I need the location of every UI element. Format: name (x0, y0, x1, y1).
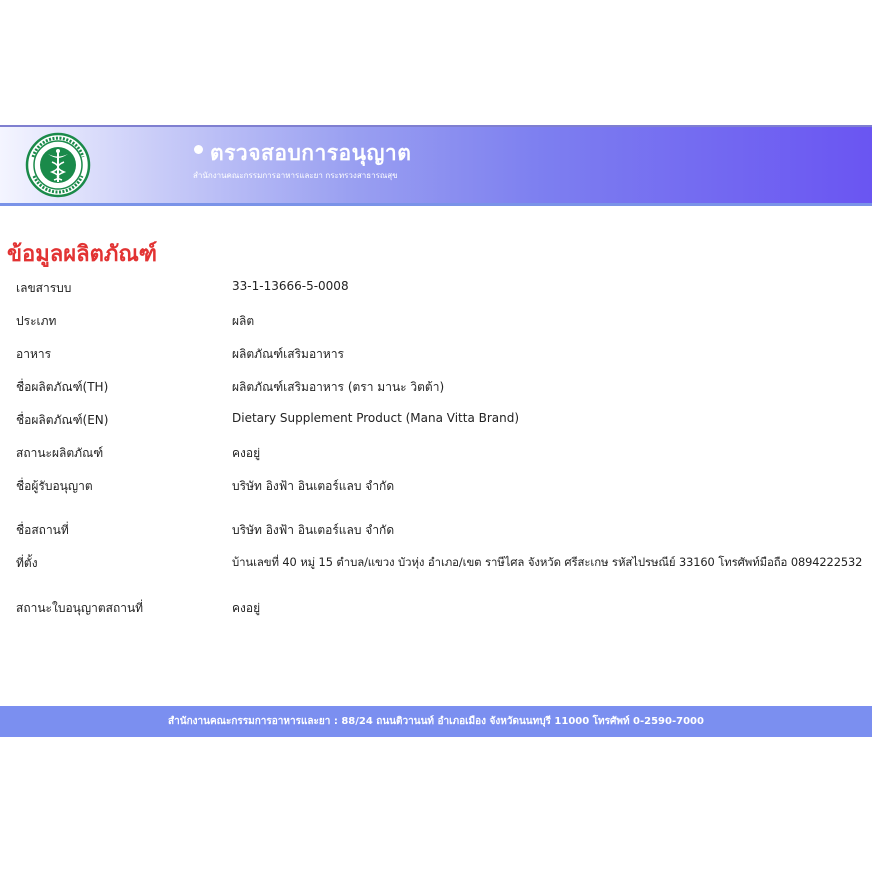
field-label: ประเภท (16, 314, 57, 328)
field-row (0, 378, 872, 400)
field-value: บริษัท อิงฟ้า อินเตอร์แลบ จำกัด (232, 523, 395, 537)
field-label: ชื่อผู้รับอนุญาต (16, 479, 93, 493)
page-subtitle: สำนักงานคณะกรรมการอาหารและยา กระทรวงสาธารณสุข (193, 171, 398, 180)
field-value: ผลิต (232, 314, 255, 328)
field-row (0, 279, 872, 301)
field-row (0, 554, 872, 576)
field-label: ที่ตั้ง (16, 556, 38, 570)
header-divider (0, 203, 872, 206)
ministry-of-public-health-logo-icon (17, 132, 99, 198)
field-label: เลขสารบบ (16, 281, 72, 295)
field-label: ชื่อผลิตภัณฑ์(TH) (16, 380, 109, 394)
field-label: สถานะผลิตภัณฑ์ (16, 446, 104, 460)
field-label: ชื่อสถานที่ (16, 523, 69, 537)
site-footer: สำนักงานคณะกรรมการอาหารและยา : 88/24 ถนนติวานนท์ อำเภอเมือง จังหวัดนนทบุรี 11000 โทรศัพท์ 0-2590-7000 (0, 706, 872, 737)
field-row (0, 599, 872, 621)
field-value: ผลิตภัณฑ์เสริมอาหาร (ตรา มานะ วิตต้า) (232, 380, 445, 394)
field-row (0, 312, 872, 334)
field-value: บริษัท อิงฟ้า อินเตอร์แลบ จำกัด (232, 479, 395, 493)
field-row (0, 411, 872, 433)
field-row (0, 345, 872, 367)
bullet-dot-icon (194, 145, 203, 154)
field-value: คงอยู่ (232, 446, 261, 460)
ministry-logo[interactable] (17, 132, 99, 198)
field-row (0, 444, 872, 466)
field-value: 33-1-13666-5-0008 (232, 279, 349, 293)
field-label: ชื่อผลิตภัณฑ์(EN) (16, 413, 109, 427)
section-heading: ข้อมูลผลิตภัณฑ์ (7, 242, 158, 267)
field-value: คงอยู่ (232, 601, 261, 615)
field-label: สถานะใบอนุญาตสถานที่ (16, 601, 144, 615)
field-value: Dietary Supplement Product (Mana Vitta Brand) (232, 411, 520, 425)
field-label: อาหาร (16, 347, 52, 361)
site-header (0, 125, 872, 205)
field-value: ผลิตภัณฑ์เสริมอาหาร (232, 347, 345, 361)
field-value: บ้านเลขที่ 40 หมู่ 15 ตำบล/แขวง บัวหุ่ง อำเภอ/เขต ราษีไศล จังหวัด ศรีสะเกษ รหัสไปรษณีย์ 33160 โทรศัพท์มือถือ 0894222532 (232, 555, 863, 569)
field-row (0, 521, 872, 543)
page-title: ตรวจสอบการอนุญาต (210, 141, 412, 165)
field-row (0, 477, 872, 499)
